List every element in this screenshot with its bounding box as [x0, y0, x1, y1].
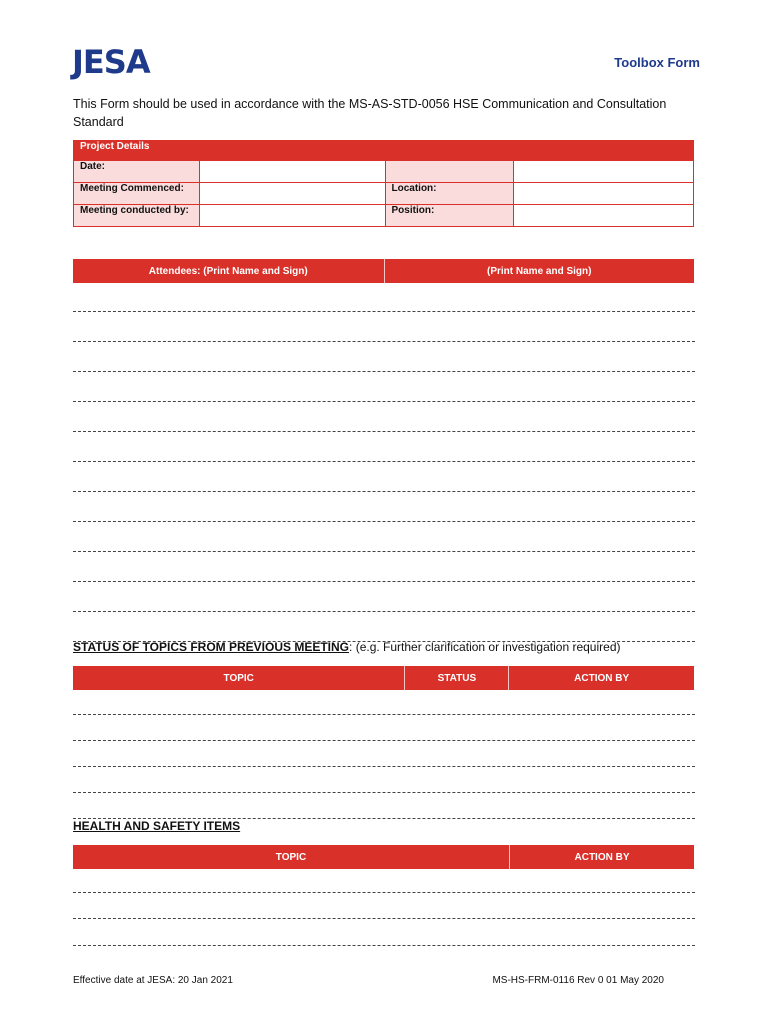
- previous-topic-line[interactable]: [73, 714, 695, 715]
- project-details-header-row: [74, 141, 694, 161]
- form-title: Toolbox Form: [614, 55, 700, 70]
- hs-action-by-col-header: ACTION BY: [509, 845, 694, 869]
- attendees-header-bar: [73, 259, 694, 283]
- health-safety-line[interactable]: [73, 945, 695, 946]
- position-field[interactable]: [514, 205, 694, 227]
- attendee-line[interactable]: [73, 401, 695, 402]
- health-safety-line[interactable]: [73, 918, 695, 919]
- project-details-row: [74, 161, 694, 183]
- attendees-sign-col-header: (Print Name and Sign): [384, 259, 695, 283]
- previous-topic-line[interactable]: [73, 792, 695, 793]
- status-col-header: STATUS: [404, 666, 508, 690]
- meeting-commenced-field[interactable]: [199, 183, 385, 205]
- attendee-line[interactable]: [73, 461, 695, 462]
- attendee-line[interactable]: [73, 611, 695, 612]
- effective-date: Effective date at JESA: 20 Jan 2021: [73, 975, 233, 986]
- location-label: Location:: [385, 183, 514, 205]
- hs-topic-col-header: TOPIC: [275, 851, 307, 863]
- health-safety-line[interactable]: [73, 892, 695, 893]
- conducted-by-field[interactable]: [199, 205, 385, 227]
- project-details-row: [74, 183, 694, 205]
- meeting-commenced-label: Meeting Commenced:: [74, 183, 200, 205]
- previous-topics-note: : (e.g. Further clarification or investigation required): [349, 640, 621, 654]
- attendee-line[interactable]: [73, 491, 695, 492]
- previous-topics-header-bar: [73, 666, 694, 690]
- action-by-col-header: ACTION BY: [508, 666, 694, 690]
- previous-topics-lines: [73, 689, 695, 819]
- previous-topic-line[interactable]: [73, 766, 695, 767]
- date-label: Date:: [74, 161, 200, 183]
- topic-col-header: TOPIC: [223, 672, 254, 684]
- position-label: Position:: [385, 205, 514, 227]
- attendees-lines: [73, 282, 695, 642]
- conducted-by-label: Meeting conducted by:: [74, 205, 200, 227]
- attendee-line[interactable]: [73, 551, 695, 552]
- project-details-heading: Project Details: [74, 141, 694, 161]
- blank-label-cell: [385, 161, 514, 183]
- project-details-table: [73, 140, 694, 227]
- attendee-line[interactable]: [73, 371, 695, 372]
- intro-text: This Form should be used in accordance with the MS-AS-STD-0056 HSE Communication and Consultation Standard: [73, 97, 667, 129]
- project-details-row: [74, 205, 694, 227]
- attendee-line[interactable]: [73, 581, 695, 582]
- attendee-line[interactable]: [73, 311, 695, 312]
- document-reference: MS-HS-FRM-0116 Rev 0 01 May 2020: [492, 975, 664, 986]
- health-safety-title: HEALTH AND SAFETY ITEMS: [73, 819, 241, 833]
- attendee-line[interactable]: [73, 341, 695, 342]
- location-field[interactable]: [514, 183, 694, 205]
- attendee-line[interactable]: [73, 431, 695, 432]
- company-logo: JESA: [72, 43, 150, 81]
- health-safety-heading: [73, 819, 240, 833]
- previous-topics-heading: [73, 640, 620, 654]
- previous-topics-title: STATUS OF TOPICS FROM PREVIOUS MEETING: [73, 640, 350, 654]
- blank-value-field[interactable]: [514, 161, 694, 183]
- attendees-col-header: Attendees: (Print Name and Sign): [148, 265, 308, 277]
- health-safety-lines: [73, 868, 695, 946]
- date-field[interactable]: [199, 161, 385, 183]
- health-safety-header-bar: [73, 845, 694, 869]
- previous-topic-line[interactable]: [73, 740, 695, 741]
- attendee-line[interactable]: [73, 521, 695, 522]
